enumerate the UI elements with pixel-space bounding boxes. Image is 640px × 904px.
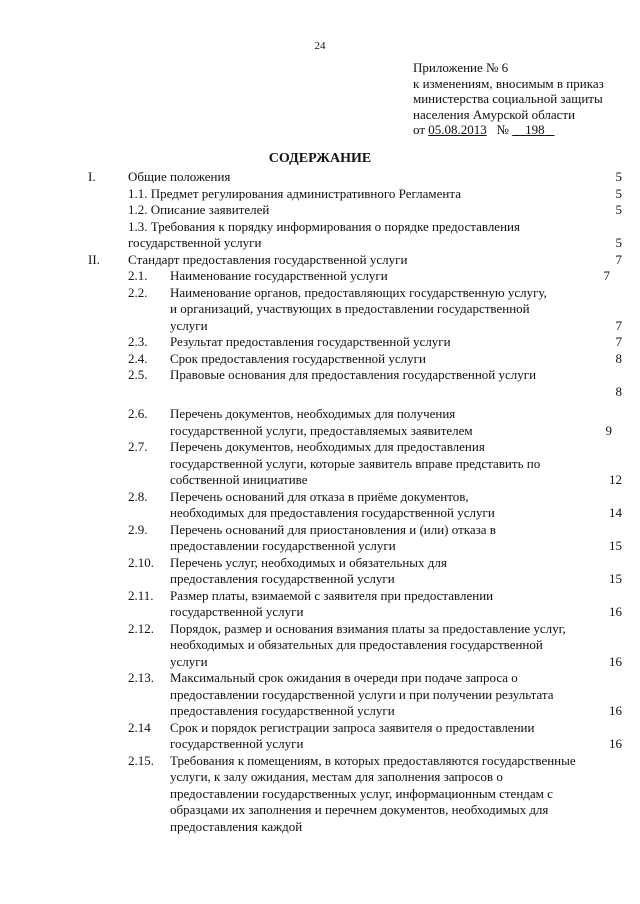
appendix-header [413, 60, 604, 138]
toc-entry-text: Стандарт предоставления государственной услуги [128, 251, 408, 267]
page-number: 24 [314, 40, 326, 52]
toc-entry-text: Перечень документов, необходимых для предоставления государственной услуги, которые заявитель вправе представить по собственной инициативе [170, 439, 541, 487]
appendix-line-3: министерства социальной защиты [413, 91, 603, 106]
toc-entry-text: Размер платы, взимаемой с заявителя при предоставлении государственной услуги [170, 587, 494, 619]
toc-entry-2-2 [88, 285, 628, 335]
date-prefix: от [413, 122, 429, 137]
toc-entry-text: Наименование органов, предоставляющих государственную услугу, и организаций, участвующих в предоставлении государственной услуги [170, 284, 547, 333]
toc-entry-text: Максимальный срок ожидания в очереди при подаче запроса о предоставлении государственной услуги и при получении результата предоставления государственной услуги [170, 670, 554, 718]
toc-entry-page: 16 [609, 604, 622, 619]
toc-entry-2 [88, 252, 628, 269]
toc-entry-page: 9 [605, 422, 612, 438]
toc-entry-text: Порядок, размер и основания взимания платы за предоставление услуг, необходимых и обязательных для предоставления государственной услуги [170, 620, 566, 669]
order-date: 05.08.2013 [428, 122, 487, 137]
toc-entry-page: 16 [609, 703, 622, 718]
appendix-line-2: к изменениям, вносимым в приказ [413, 75, 604, 91]
item-number: 2.7. [128, 439, 148, 454]
toc-entry-page: 7 [615, 317, 622, 333]
toc-entry-2-6 [88, 406, 628, 439]
toc-entry-text: Перечень услуг, необходимых и обязательных для предоставления государственной услуги [170, 554, 447, 586]
toc-entry-text: Перечень документов, необходимых для получения государственной услуги, предоставляемых заявителем [170, 406, 473, 438]
toc-title: СОДЕРЖАНИЕ [268, 151, 372, 166]
item-number: 2.15. [128, 752, 154, 768]
toc-entry-page: 7 [603, 268, 610, 283]
section-number: II. [88, 251, 100, 267]
item-number: 2.5. [128, 367, 148, 382]
toc-entry-2-13 [88, 670, 628, 720]
toc-entry-page: 5 [615, 235, 622, 250]
item-number: 2.12. [128, 620, 154, 636]
toc-entry-2-9 [88, 522, 628, 555]
toc-entry-page: 14 [609, 505, 622, 520]
toc-entry-2-15 [88, 753, 628, 836]
toc-entry-2-10 [88, 555, 628, 588]
toc-entry-2-14 [88, 720, 628, 753]
toc-entry-2-5 [88, 367, 628, 400]
toc-entry-text: Требования к помещениям, в которых предоставляются государственные услуги, к залу ожидания, местам для заполнения запросов о предоставлении государственных услуг, информационным стендам с образцами их заполнения и перечнем документов, необходимых для предоставления каждой [170, 752, 576, 834]
toc-entry-1-2 [88, 202, 628, 219]
toc-entry-page: 5 [615, 169, 622, 184]
toc-entry-page: 7 [615, 251, 622, 267]
toc-entry-2-12 [88, 621, 628, 671]
toc-entry-1-1 [88, 186, 628, 203]
toc-entry-text: 1.2. Описание заявителей [128, 202, 270, 217]
toc-entry-page: 5 [615, 202, 622, 217]
toc-entry-page: 7 [615, 334, 622, 349]
toc-entry-2-8 [88, 489, 628, 522]
toc-entry-page: 15 [609, 571, 622, 586]
toc-entry-1-3 [88, 219, 628, 252]
order-number: 198 [525, 122, 545, 137]
toc-entry-text: Срок и порядок регистрации запроса заявителя о предоставлении государственной услуги [170, 719, 535, 751]
toc-entry-text: Перечень оснований для отказа в приёме документов, необходимых для предоставления государственной услуги [170, 488, 495, 520]
toc-entry-text: Общие положения [128, 169, 231, 184]
item-number: 2.11. [128, 587, 154, 603]
toc-entry-text: Правовые основания для предоставления государственной услуги [170, 367, 537, 382]
item-number: 2.9. [128, 521, 148, 537]
item-number: 2.6. [128, 406, 148, 421]
appendix-line-4: населения Амурской области [413, 106, 576, 122]
table-of-contents [88, 169, 628, 835]
toc-entry-page: 15 [609, 538, 622, 553]
section-number: I. [88, 169, 96, 184]
toc-entry-2-7 [88, 439, 628, 489]
toc-entry-2-11 [88, 588, 628, 621]
toc-entry-text: Перечень оснований для приостановления и (или) отказа в предоставлении государственной услуги [170, 521, 496, 553]
toc-entry-text: Наименование государственной услуги [170, 268, 388, 283]
toc-entry-1 [88, 169, 628, 186]
appendix-date-line [413, 122, 604, 138]
toc-entry-page: 16 [609, 736, 622, 751]
toc-entry-text: 1.3. Требования к порядку информирования о порядке предоставления государственной услуги [128, 218, 520, 250]
toc-entry-2-3 [88, 334, 628, 351]
toc-entry-text: 1.1. Предмет регулирования административного Регламента [128, 185, 461, 201]
item-number: 2.1. [128, 268, 148, 283]
item-number: 2.4. [128, 350, 148, 366]
toc-entry-2-1 [88, 268, 628, 285]
item-number: 2.13. [128, 670, 154, 685]
toc-entry-page: 8 [615, 383, 622, 399]
item-number: 2.10. [128, 554, 154, 570]
toc-entry-2-4 [88, 351, 628, 368]
item-number: 2.14 [128, 719, 151, 735]
item-number: 2.3. [128, 334, 148, 349]
toc-entry-text: Результат предоставления государственной услуги [170, 334, 451, 349]
toc-entry-page: 16 [609, 653, 622, 669]
appendix-title: Приложение № 6 [413, 60, 509, 75]
toc-entry-text: Срок предоставления государственной услуги [170, 350, 426, 366]
toc-entry-page: 8 [615, 350, 622, 366]
number-sign: № [496, 122, 509, 137]
toc-entry-page: 12 [609, 472, 622, 487]
toc-entry-page: 5 [615, 185, 622, 201]
item-number: 2.2. [128, 284, 148, 300]
item-number: 2.8. [128, 488, 148, 504]
